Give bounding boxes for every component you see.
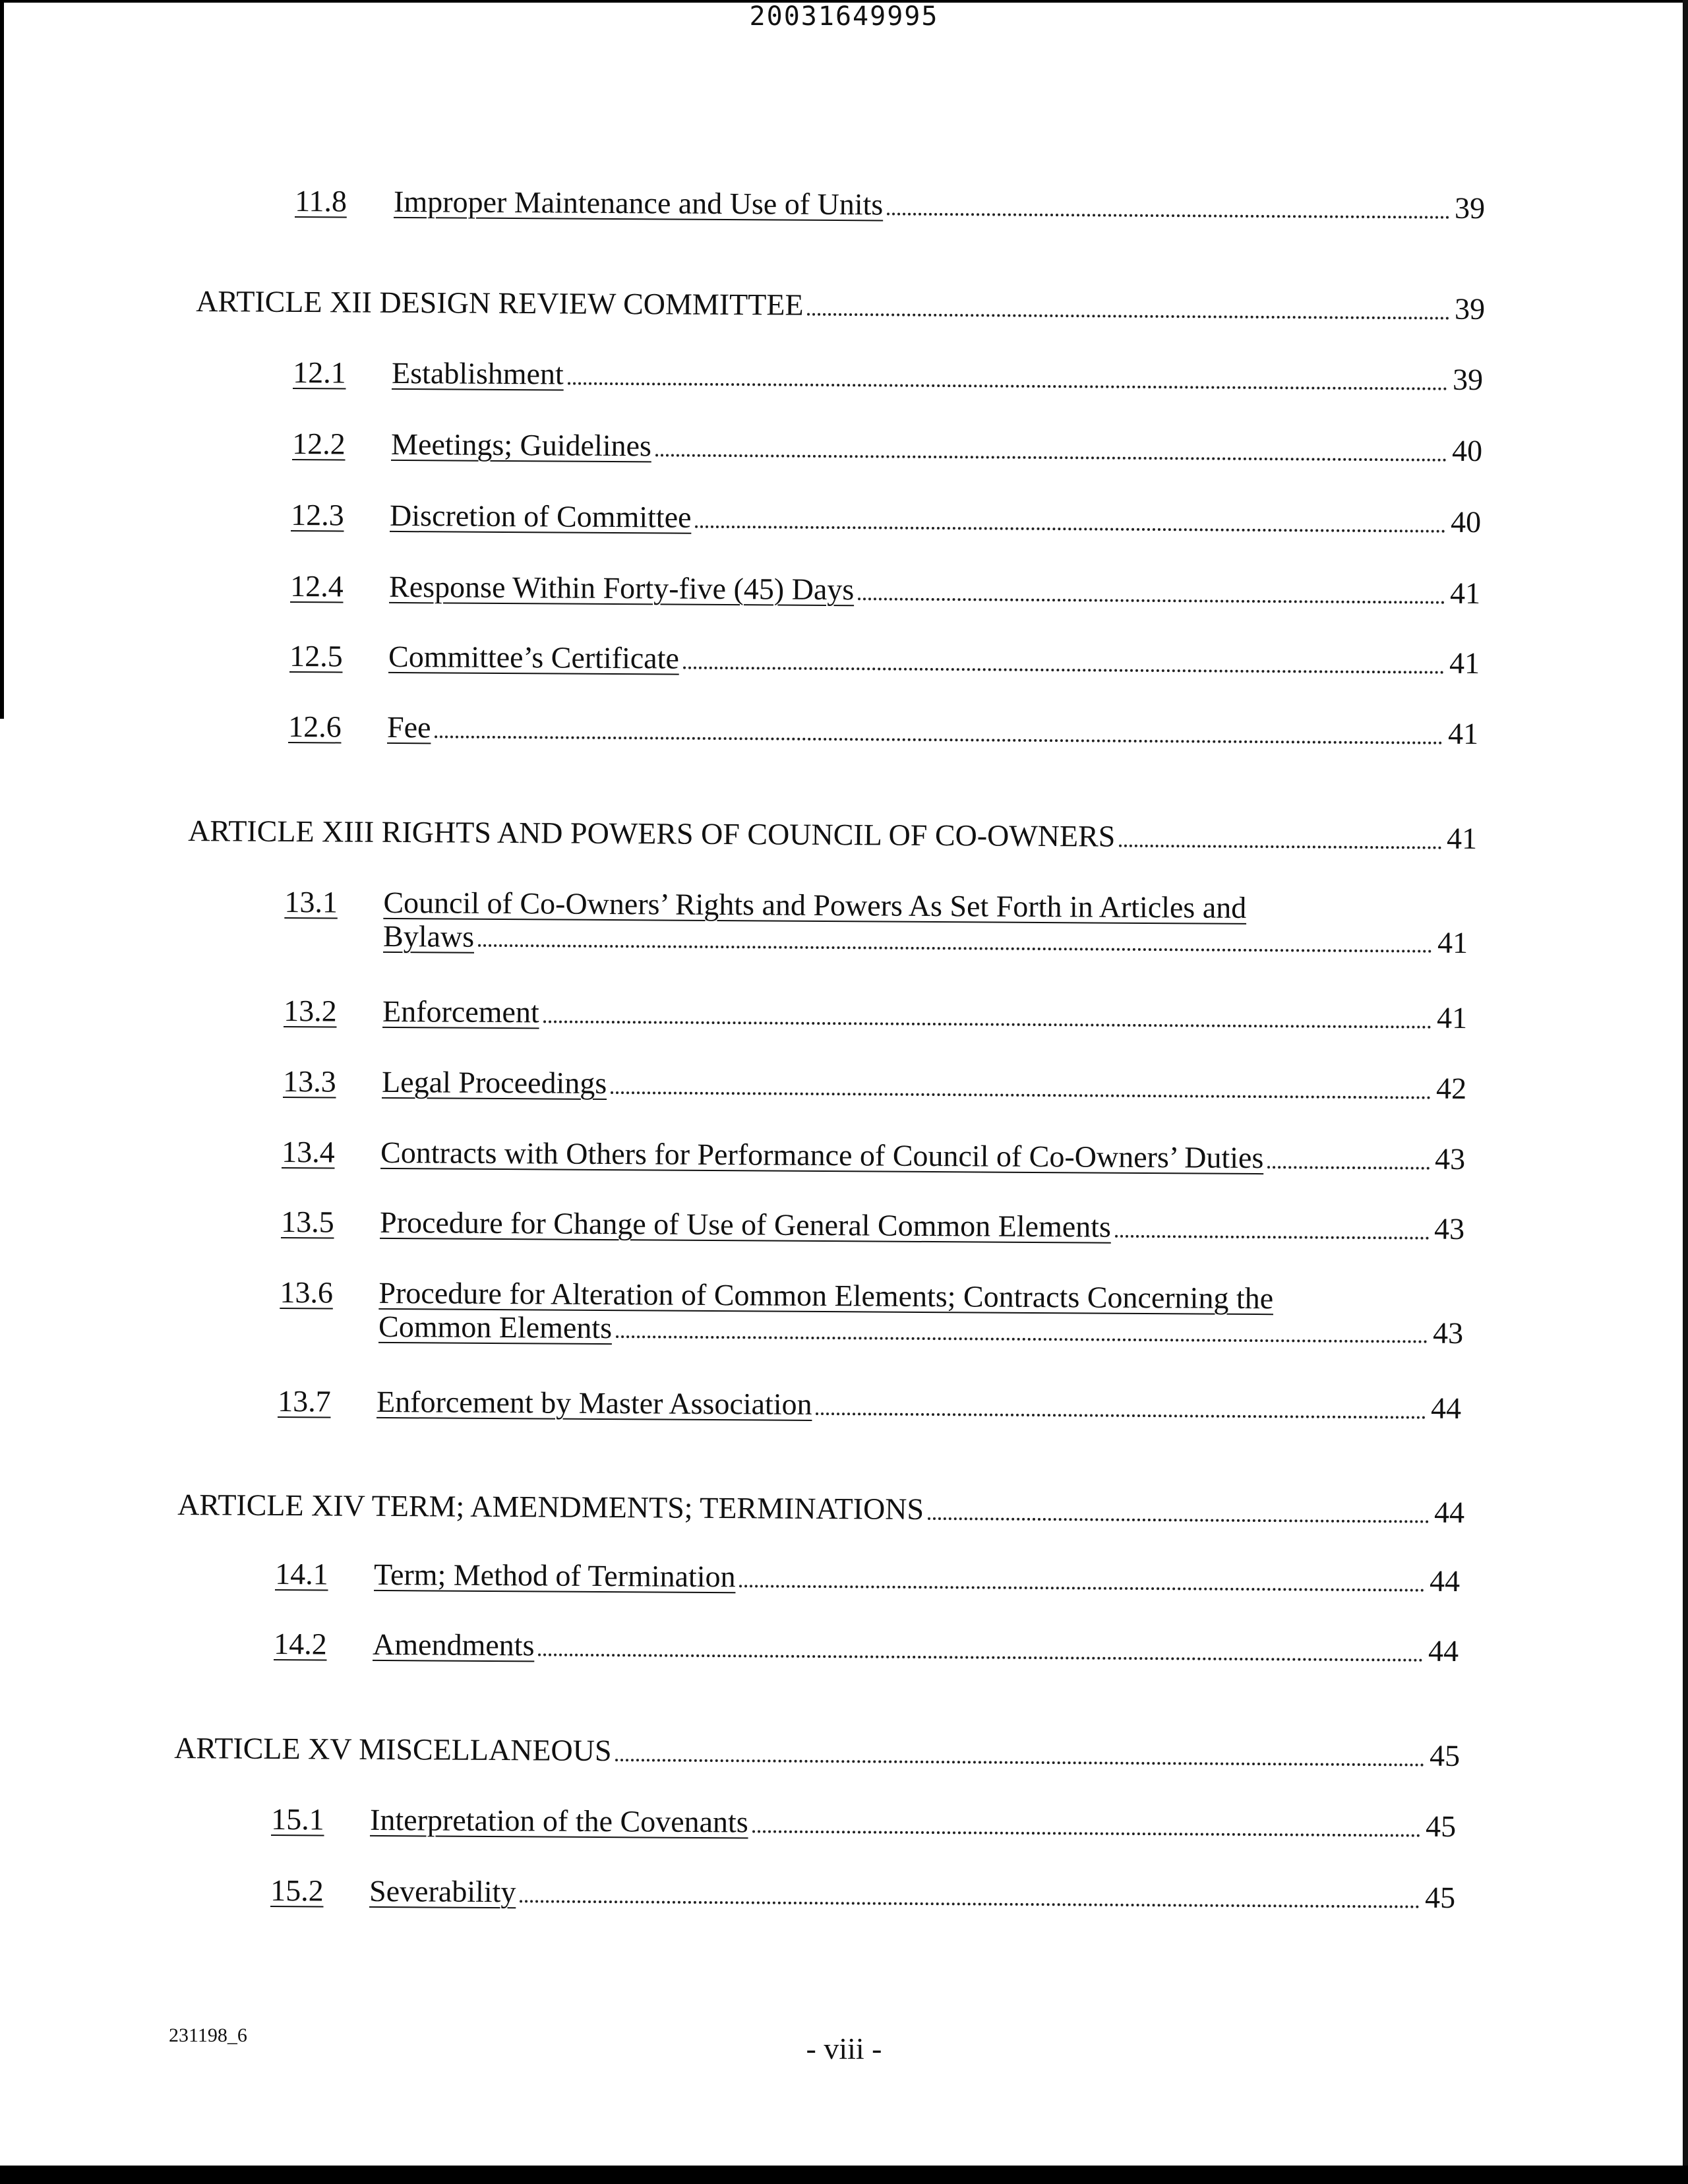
page-reference: 41 [1449,576,1481,611]
dot-leader [695,525,1445,532]
dot-leader [807,313,1449,319]
section-number: 15.1 [271,1802,324,1836]
dot-leader [1115,1234,1429,1239]
section-title-line2: Bylaws [383,919,475,954]
section-title: Establishment [392,355,564,391]
page-reference: 44 [1429,1563,1461,1598]
page-number: - viii - [806,2032,882,2065]
page-reference: 39 [1454,291,1486,326]
toc-entry-12-4 [290,570,1480,611]
section-title: Enforcement by Master Association [377,1384,812,1421]
page-reference: 43 [1432,1316,1464,1350]
section-title: Amendments [373,1627,535,1662]
toc-entry-12-3 [291,499,1481,539]
section-number: 15.2 [270,1873,324,1908]
page-reference: 41 [1449,646,1480,681]
dot-leader [887,212,1449,218]
page-reference: 45 [1424,1880,1456,1914]
section-title: Legal Proceedings [382,1064,607,1100]
page-reference: 42 [1435,1071,1467,1105]
dot-leader [1119,844,1441,849]
toc-entry-14-1 [275,1558,1460,1598]
toc-entry-13-5 [281,1205,1464,1246]
article-title: ARTICLE XII DESIGN REVIEW COMMITTEE [196,284,804,322]
dot-leader [739,1585,1424,1591]
dot-leader [928,1517,1429,1523]
page-reference: 39 [1454,191,1486,226]
toc-entry-12-5 [289,640,1480,681]
toc-entry-12-2 [292,427,1482,468]
section-title-line2: Common Elements [378,1309,613,1345]
page-reference: 40 [1450,504,1482,539]
toc-entry-13-1 [284,886,1468,959]
toc-entry-13-7 [278,1385,1461,1426]
section-title: Response Within Forty-five (45) Days [389,569,855,607]
section-title: Discretion of Committee [390,498,692,534]
scan-border-bottom [0,2166,1688,2184]
toc-entry-15-2 [270,1874,1455,1915]
page-reference: 41 [1447,716,1479,751]
dot-leader [752,1830,1420,1836]
toc-entry-11-8 [295,185,1485,226]
section-title: Fee [387,710,431,744]
section-title: Contracts with Others for Performance of Council of Co-Owners’ Duties [380,1135,1264,1175]
toc-entry-14-2 [274,1627,1459,1668]
article-title: ARTICLE XIII RIGHTS AND POWERS OF COUNCIL OF CO-OWNERS [188,814,1116,853]
section-number: 13.1 [284,885,338,919]
page-reference: 45 [1425,1809,1457,1843]
section-title: Interpretation of the Covenants [370,1802,748,1839]
section-number: 12.6 [288,710,342,744]
dot-leader [816,1412,1426,1419]
dot-leader [655,454,1447,461]
dot-leader [568,382,1447,390]
page-reference: 45 [1429,1738,1461,1773]
section-number: 13.3 [283,1064,336,1099]
toc-article-xii [196,285,1485,326]
article-title: ARTICLE XIV TERM; AMENDMENTS; TERMINATIONS [177,1488,924,1526]
section-number: 12.2 [292,427,346,461]
page-reference: 41 [1437,925,1468,959]
section-number: 13.7 [278,1384,331,1418]
toc-entry-12-6 [288,710,1478,751]
dot-leader [435,735,1443,744]
section-title: Severability [369,1873,516,1909]
section-title: Term; Method of Termination [374,1557,736,1594]
toc-article-xiii [188,814,1477,856]
dot-leader [543,1020,1432,1028]
toc-entry-13-6 [280,1276,1464,1350]
scan-border-right [1683,0,1688,2184]
toc-entry-15-1 [271,1803,1456,1844]
toc-entry-12-1 [293,356,1483,397]
page-reference: 40 [1451,433,1483,468]
toc-entry-13-2 [284,994,1467,1035]
section-number: 13.4 [282,1135,335,1169]
toc-article-xiv [177,1488,1464,1530]
dot-leader [1267,1166,1430,1170]
page-reference: 44 [1428,1633,1459,1668]
page-reference: 39 [1452,362,1484,397]
toc-article-xv [174,1732,1460,1773]
section-number: 12.5 [289,639,343,673]
dot-leader [520,1900,1420,1908]
toc-entry-13-4 [282,1136,1465,1176]
section-title: Committee’s Certificate [388,639,680,675]
scan-border-left [0,0,4,719]
dot-leader [611,1091,1431,1099]
section-number: 12.4 [290,569,344,603]
section-title: Procedure for Change of Use of General Common Elements [380,1205,1112,1244]
dot-leader [616,1335,1428,1343]
dot-leader [538,1653,1423,1661]
section-number: 12.3 [291,498,344,532]
section-number: 13.6 [280,1275,334,1310]
page-reference: 44 [1433,1495,1465,1529]
dot-leader [478,944,1432,953]
section-title-line1: Procedure for Alteration of Common Elements; Contracts Concerning the [378,1275,1274,1316]
dot-leader [858,597,1445,603]
page-reference: 43 [1433,1211,1465,1246]
dot-leader [615,1759,1424,1766]
section-title: Meetings; Guidelines [391,427,652,463]
document-code: 231198_6 [169,2024,247,2046]
section-number: 14.2 [274,1627,327,1661]
page-reference: 41 [1446,821,1478,855]
article-title: ARTICLE XV MISCELLANEOUS [174,1731,612,1768]
section-number: 11.8 [295,184,347,218]
section-number: 13.2 [284,994,337,1028]
page-reference: 41 [1436,1000,1468,1035]
document-id: 20031649995 [749,1,939,32]
section-number: 13.5 [281,1205,334,1239]
section-title: Enforcement [382,994,539,1029]
section-title: Improper Maintenance and Use of Units [394,184,884,222]
section-number: 12.1 [293,355,346,390]
dot-leader [683,666,1444,673]
page-reference: 44 [1430,1391,1462,1425]
page-reference: 43 [1434,1141,1466,1176]
toc-entry-13-3 [283,1065,1466,1106]
section-number: 14.1 [275,1557,328,1591]
section-title-line1: Council of Co-Owners’ Rights and Powers As Set Forth in Articles and [383,885,1247,925]
